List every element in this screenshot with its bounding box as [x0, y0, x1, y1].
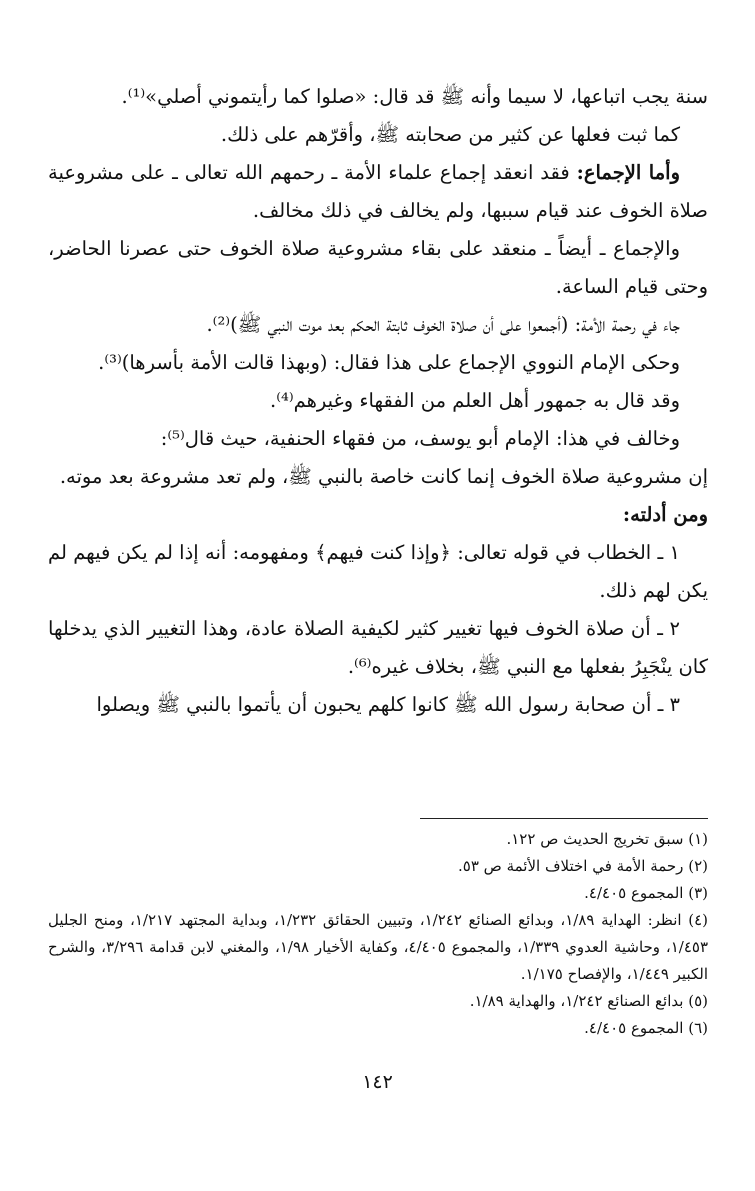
paragraph-9: إن مشروعية صلاة الخوف إنما كانت خاصة بالنبي ﷺ، ولم تعد مشروعة بعد موته. [59, 465, 708, 488]
paragraph-5: جاء في رحمة الأمة: (أجمعوا على أن صلاة الخوف ثابتة الحكم بعد موت النبي ﷺ)⁽²⁾. [206, 313, 680, 336]
footnote-number: (٢) [688, 857, 708, 875]
footnote-3 [48, 880, 708, 907]
footnote-text: رحمة الأمة في اختلاف الأئمة ص ٥٣. [458, 857, 684, 875]
paragraph-10: ١ ـ الخطاب في قوله تعالى: ﴿وإذا كنت فيهم﴾ ومفهومه: أنه إذا لم يكن فيهم لم يكن لهم ذلك. [48, 541, 708, 602]
section-heading: ومن أدلته: [622, 503, 708, 526]
footnote-4 [48, 907, 708, 988]
footnote-5 [48, 988, 708, 1015]
footnote-6 [48, 1015, 708, 1042]
footnote-number: (٣) [688, 884, 708, 902]
paragraph-4: والإجماع ـ أيضاً ـ منعقد على بقاء مشروعية صلاة الخوف حتى عصرنا الحاضر، وحتى قيام الساعة. [48, 237, 708, 298]
ijma-text: فقد انعقد إجماع علماء الأمة ـ رحمهم الله تعالى ـ على مشروعية صلاة الخوف عند قيام سببها، ولم يخالف في ذلك مخالف. [48, 161, 708, 222]
footnote-2 [48, 853, 708, 880]
footnote-text: المجموع ٤/٤٠٥. [584, 884, 684, 902]
footnote-1 [48, 826, 708, 853]
paragraph-3 [48, 154, 708, 230]
page-number: ١٤٢ [362, 1071, 393, 1093]
footnote-number: (٦) [688, 1019, 708, 1037]
footnotes [48, 826, 708, 1042]
paragraph-2: كما ثبت فعلها عن كثير من صحابته ﷺ، وأقرّهم على ذلك. [220, 123, 680, 146]
footnote-text: سبق تخريج الحديث ص ١٢٢. [506, 830, 684, 848]
paragraph-11: ٢ ـ أن صلاة الخوف فيها تغيير كثير لكيفية الصلاة عادة، وهذا التغيير الذي يدخلها كان ينْجَبِرُ بفعلها مع النبي ﷺ، بخلاف غيره⁽⁶⁾. [48, 617, 708, 678]
paragraph-8: وخالف في هذا: الإمام أبو يوسف، من فقهاء الحنفية، حيث قال⁽⁵⁾: [160, 427, 680, 450]
footnote-text: المجموع ٤/٤٠٥. [584, 1019, 684, 1037]
paragraph-1: سنة يجب اتباعها، لا سيما وأنه ﷺ قد قال: «صلوا كما رأيتموني أصلي»⁽¹⁾. [121, 85, 708, 108]
footnote-number: (٥) [688, 992, 708, 1010]
footnote-text: انظر: الهداية ١/٨٩، وبدائع الصنائع ١/٢٤٢، وتبيين الحقائق ١/٢٣٢، وبداية المجتهد ١/٢١٧، ومنح الجليل ١/٤٥٣، وحاشية العدوي ١/٣٣٩، والمجموع ٤/٤٠٥، وكفاية الأخيار ١/٩٨، والمغني لابن قدامة ٣/٢٩٦، والشرح الكبير ١/٤٤٩، والإفصاح ١/١٧٥. [48, 911, 708, 983]
paragraph-6: وحكى الإمام النووي الإجماع على هذا فقال: (وبهذا قالت الأمة بأسرها)⁽³⁾. [98, 351, 680, 374]
footnote-text: بدائع الصنائع ١/٢٤٢، والهداية ١/٨٩. [469, 992, 684, 1010]
paragraph-12: ٣ ـ أن صحابة رسول الله ﷺ كانوا كلهم يحبون أن يأتموا بالنبي ﷺ ويصلوا [96, 693, 680, 716]
main-text [48, 78, 708, 724]
ijma-lead: وأما الإجماع: [576, 161, 681, 184]
footnote-number: (١) [688, 830, 708, 848]
footnote-number: (٤) [688, 911, 708, 929]
footnote-separator [420, 818, 708, 819]
paragraph-7: وقد قال به جمهور أهل العلم من الفقهاء وغيرهم⁽⁴⁾. [270, 389, 680, 412]
